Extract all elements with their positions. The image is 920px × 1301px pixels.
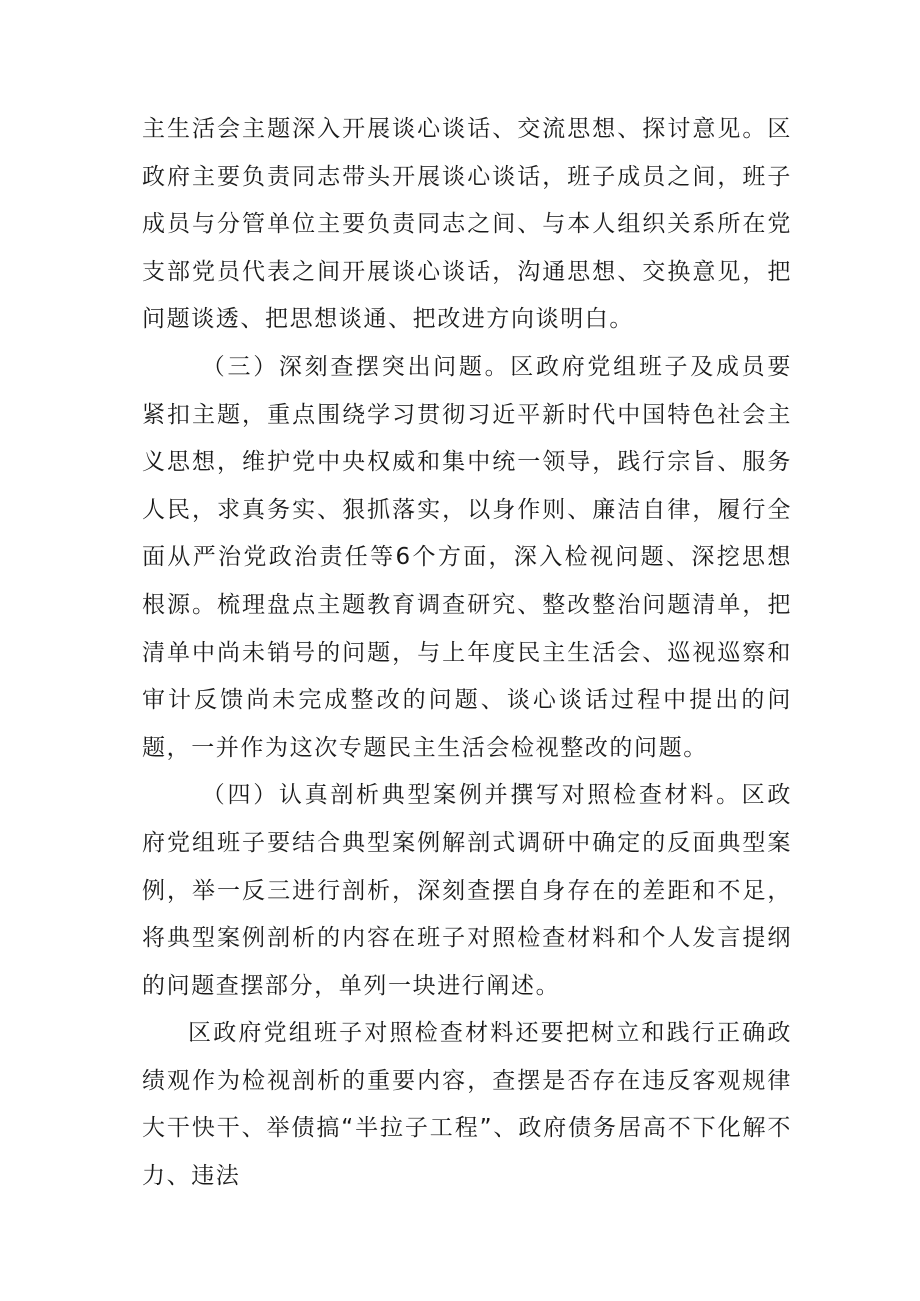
paragraph-performance-view: 区政府党组班子对照检查材料还要把树立和践行正确政绩观作为检视剖析的重要内容，查摆是否存在违反客观规律大干快干、举债搞“半拉子工程”、政府债务居高不下化解不力、违法 [142, 1020, 792, 1190]
paragraph-section-four: （四）认真剖析典型案例并撰写对照检查材料。区政府党组班子要结合典型案例解剖式调研中确定的反面典型案例，举一反三进行剖析，深刻查摆自身存在的差距和不足，将典型案例剖析的内容在班子对照检查材料和个人发言提纲的问题查摆部分，单列一块进行阐述。 [142, 782, 792, 999]
document-body [142, 106, 792, 1201]
paragraph-talk-sessions: 主生活会主题深入开展谈心谈话、交流思想、探讨意见。区政府主要负责同志带头开展谈心谈话，班子成员之间，班子成员与分管单位主要负责同志之间、与本人组织关系所在党支部党员代表之间开展谈心谈话，沟通思想、交换意见，把问题谈透、把思想谈通、把改进方向谈明白。 [142, 116, 792, 333]
paragraph-section-three: （三）深刻查摆突出问题。区政府党组班子及成员要紧扣主题，重点围绕学习贯彻习近平新时代中国特色社会主义思想，维护党中央权威和集中统一领导，践行宗旨、服务人民，求真务实、狠抓落实，以身作则、廉洁自律，履行全面从严治党政治责任等6个方面，深入检视问题、深挖思想根源。梳理盘点主题教育调查研究、整改整治问题清单，把清单中尚未销号的问题，与上年度民主生活会、巡视巡察和审计反馈尚未完成整改的问题、谈心谈话过程中提出的问题，一并作为这次专题民主生活会检视整改的问题。 [142, 353, 792, 761]
